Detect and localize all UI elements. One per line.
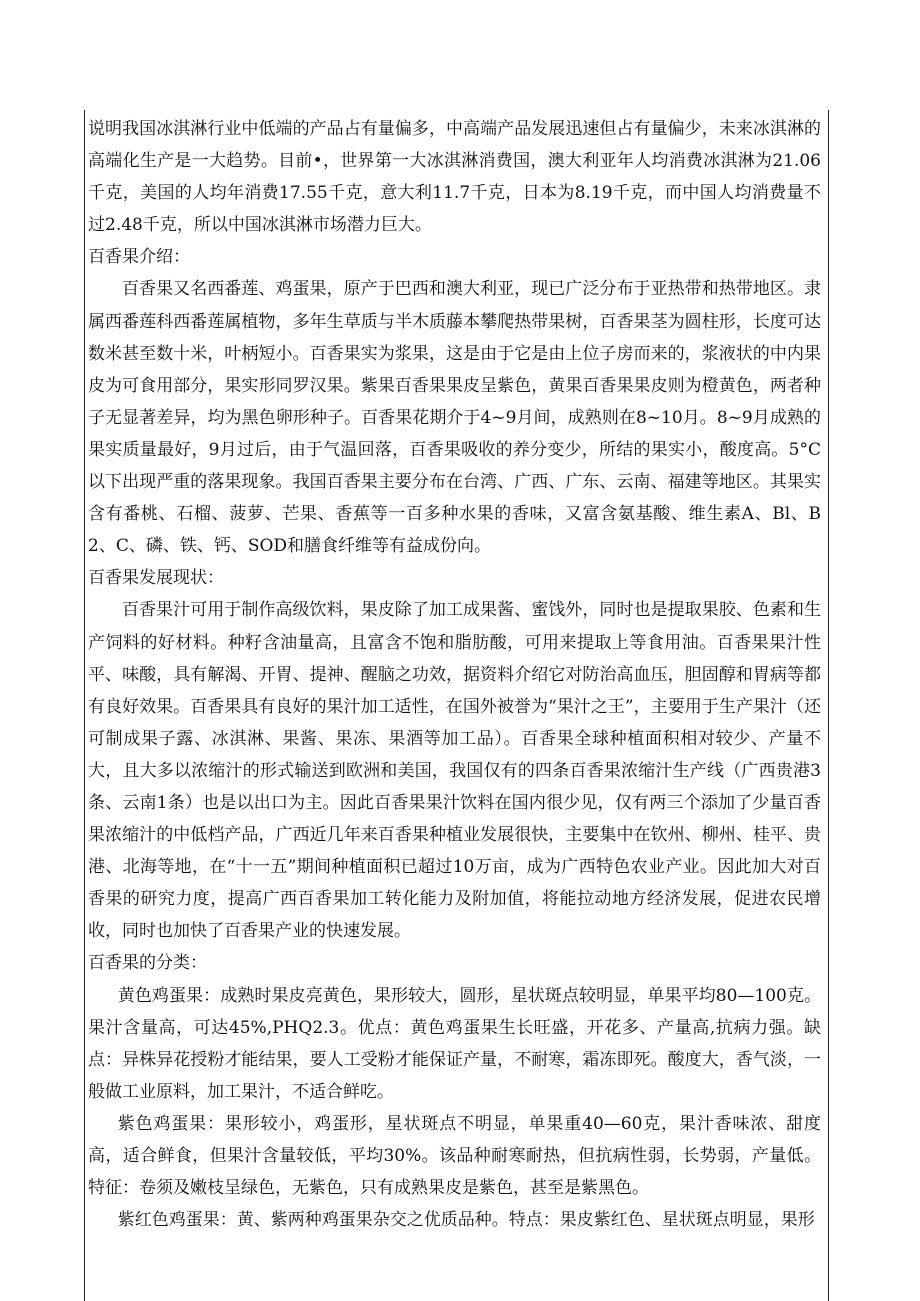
paragraph-development-status: 百香果汁可用于制作高级饮料，果皮除了加工成果酱、蜜饯外，同时也是提取果胶、色素和生产饲料的好材料。种籽含油量高，且富含不饱和脂肪酸，可用来提取上等食用油。百香果果汁性平、味酸，具有解渴、开胃、提神、醒脑之功效，据资料介绍它对防治高血压，胆固醇和胃病等都有良好效果。百香果具有良好的果汁加工适性，在国外被誉为“果汁之王”，主要用于生产果汁（还可制成果子露、冰淇淋、果酱、果冻、果酒等加工品）。百香果全球种植面积相对较少、产量不大，且大多以浓缩汁的形式输送到欧洲和美国，我国仅有的四条百香果浓缩汁生产线（广西贵港3条、云南1条）也是以出口为主。因此百香果果汁饮料在国内很少见，仅有两三个添加了少量百香果浓缩汁的中低档产品，广西近几年来百香果种植业发展很快，主要集中在钦州、柳州、桂平、贵港、北海等地，在“十一五”期间种植面积已超过10万亩，成为广西特色农业产业。因此加大对百香果的研究力度，提高广西百香果加工转化能力及附加值，将能拉动地方经济发展，促进农民增收，同时也加快了百香果产业的快速发展。 (88, 600, 821, 942)
section-heading-development-status: 百香果发展现状： (88, 568, 224, 589)
paragraph-icecream-market: 说明我国冰淇淋行业中低端的产品占有量偏多，中高端产品发展迅速但占有量偏少，未来冰淇淋的高端化生产是一大趋势。目前•，世界第一大冰淇淋消费国，澳大利亚年人均消费冰淇淋为21.06千克，美国的人均年消费17.55千克，意大利11.7千克，日本为8.19千克，而中国人均消费量不过2.48千克，所以中国冰淇淋市场潜力巨大。 (88, 119, 821, 236)
paragraph-yellow-variety: 黄色鸡蛋果：成熟时果皮亮黄色，果形较大，圆形，星状斑点较明显，单果平均80—100克。果汁含量高，可达45%,PHQ2.3。优点：黄色鸡蛋果生长旺盛，开花多、产量高,抗病力强。缺点：异株异花授粉才能结果，要人工受粉才能保证产量，不耐寒，霜冻即死。酸度大，香气淡，一般做工业原料，加工果汁，不适合鲜吃。 (88, 985, 821, 1102)
paragraph-passionfruit-intro: 百香果又名西番莲、鸡蛋果，原产于巴西和澳大利亚，现已广泛分布于亚热带和热带地区。隶属西番莲科西番莲属植物，多年生草质与半木质藤本攀爬热带果树，百香果茎为圆柱形，长度可达数米甚至数十米，叶柄短小。百香果实为浆果，这是由于它是由上位子房而来的，浆液状的中内果皮为可食用部分，果实形同罗汉果。紫果百香果果皮呈紫色，黄果百香果果皮则为橙黄色，两者种子无显著差异，均为黑色卵形种子。百香果花期介于4~9月间，成熟则在8~10月。8~9月成熟的果实质量最好，9月过后，由于气温回落，百香果吸收的养分变少，所结的果实小，酸度高。5°C以下出现严重的落果现象。我国百香果主要分布在台湾、广西、广东、云南、福建等地区。其果实含有番桃、石榴、菠萝、芒果、香蕉等一百多种水果的香味，又富含氨基酸、维生素A、Bl、B2、C、磷、铁、钙、SOD和膳食纤维等有益成份向。 (88, 279, 821, 557)
section-heading-classification: 百香果的分类： (88, 953, 207, 974)
paragraph-purple-red-variety: 紫红色鸡蛋果：黄、紫两种鸡蛋果杂交之优质品种。特点：果皮紫红色、星状斑点明显，果形 (117, 1210, 815, 1231)
section-heading-passionfruit-intro: 百香果介绍： (88, 247, 190, 268)
paragraph-purple-variety: 紫色鸡蛋果：果形较小，鸡蛋形，星状斑点不明显，单果重40—60克，果汁香味浓、甜度高，适合鲜食，但果汁含量较低，平均30%。该品种耐寒耐热，但抗病性弱，长势弱，产量低。特征：卷须及嫩枝呈绿色，无紫色，只有成熟果皮是紫色，甚至是紫黑色。 (88, 1113, 821, 1199)
document-body (88, 113, 821, 1236)
